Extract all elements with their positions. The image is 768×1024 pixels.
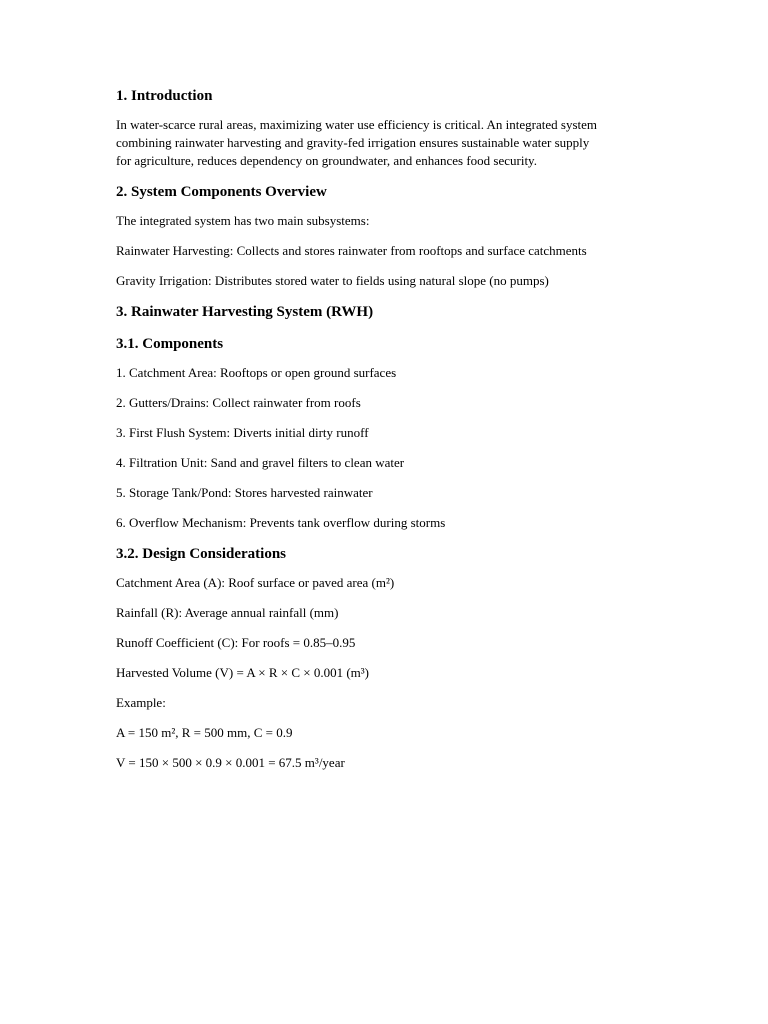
component-item: 1. Catchment Area: Rooftops or open ground surfaces: [116, 365, 397, 380]
heading-components: 3.1. Components: [116, 336, 224, 352]
intro-line: for agriculture, reduces dependency on groundwater, and enhances food security.: [116, 153, 537, 168]
heading-rainwater-harvesting-system: 3. Rainwater Harvesting System (RWH): [116, 304, 374, 320]
heading-system-components-overview: 2. System Components Overview: [116, 184, 327, 200]
paragraph-introduction: [116, 116, 676, 170]
overview-item-rainwater-harvesting: Rainwater Harvesting: Collects and stores rainwater from rooftops and surface catchments: [116, 243, 587, 258]
intro-line: combining rainwater harvesting and gravity-fed irrigation ensures sustainable water supply: [116, 135, 590, 150]
component-item: 6. Overflow Mechanism: Prevents tank overflow during storms: [116, 515, 446, 530]
design-line-example-label: Example:: [116, 695, 166, 710]
design-line-example-inputs: A = 150 m², R = 500 mm, C = 0.9: [116, 725, 293, 740]
component-item: 4. Filtration Unit: Sand and gravel filters to clean water: [116, 455, 405, 470]
intro-line: In water-scarce rural areas, maximizing water use efficiency is critical. An integrated system: [116, 117, 598, 132]
overview-item-gravity-irrigation: Gravity Irrigation: Distributes stored water to fields using natural slope (no pumps): [116, 273, 549, 288]
design-line: Runoff Coefficient (C): For roofs = 0.85–0.95: [116, 635, 356, 650]
heading-design-considerations: 3.2. Design Considerations: [116, 546, 287, 562]
overview-intro-text: The integrated system has two main subsystems:: [116, 213, 370, 228]
component-item: 5. Storage Tank/Pond: Stores harvested rainwater: [116, 485, 373, 500]
design-line-example-result: V = 150 × 500 × 0.9 × 0.001 = 67.5 m³/year: [116, 755, 345, 770]
design-line: Harvested Volume (V) = A × R × C × 0.001 (m³): [116, 665, 370, 680]
design-line: Catchment Area (A): Roof surface or paved area (m²): [116, 575, 395, 590]
heading-introduction: 1. Introduction: [116, 88, 213, 104]
document-page: [116, 86, 676, 772]
design-line: Rainfall (R): Average annual rainfall (mm): [116, 605, 339, 620]
component-item: 3. First Flush System: Diverts initial dirty runoff: [116, 425, 369, 440]
component-item: 2. Gutters/Drains: Collect rainwater from roofs: [116, 395, 361, 410]
